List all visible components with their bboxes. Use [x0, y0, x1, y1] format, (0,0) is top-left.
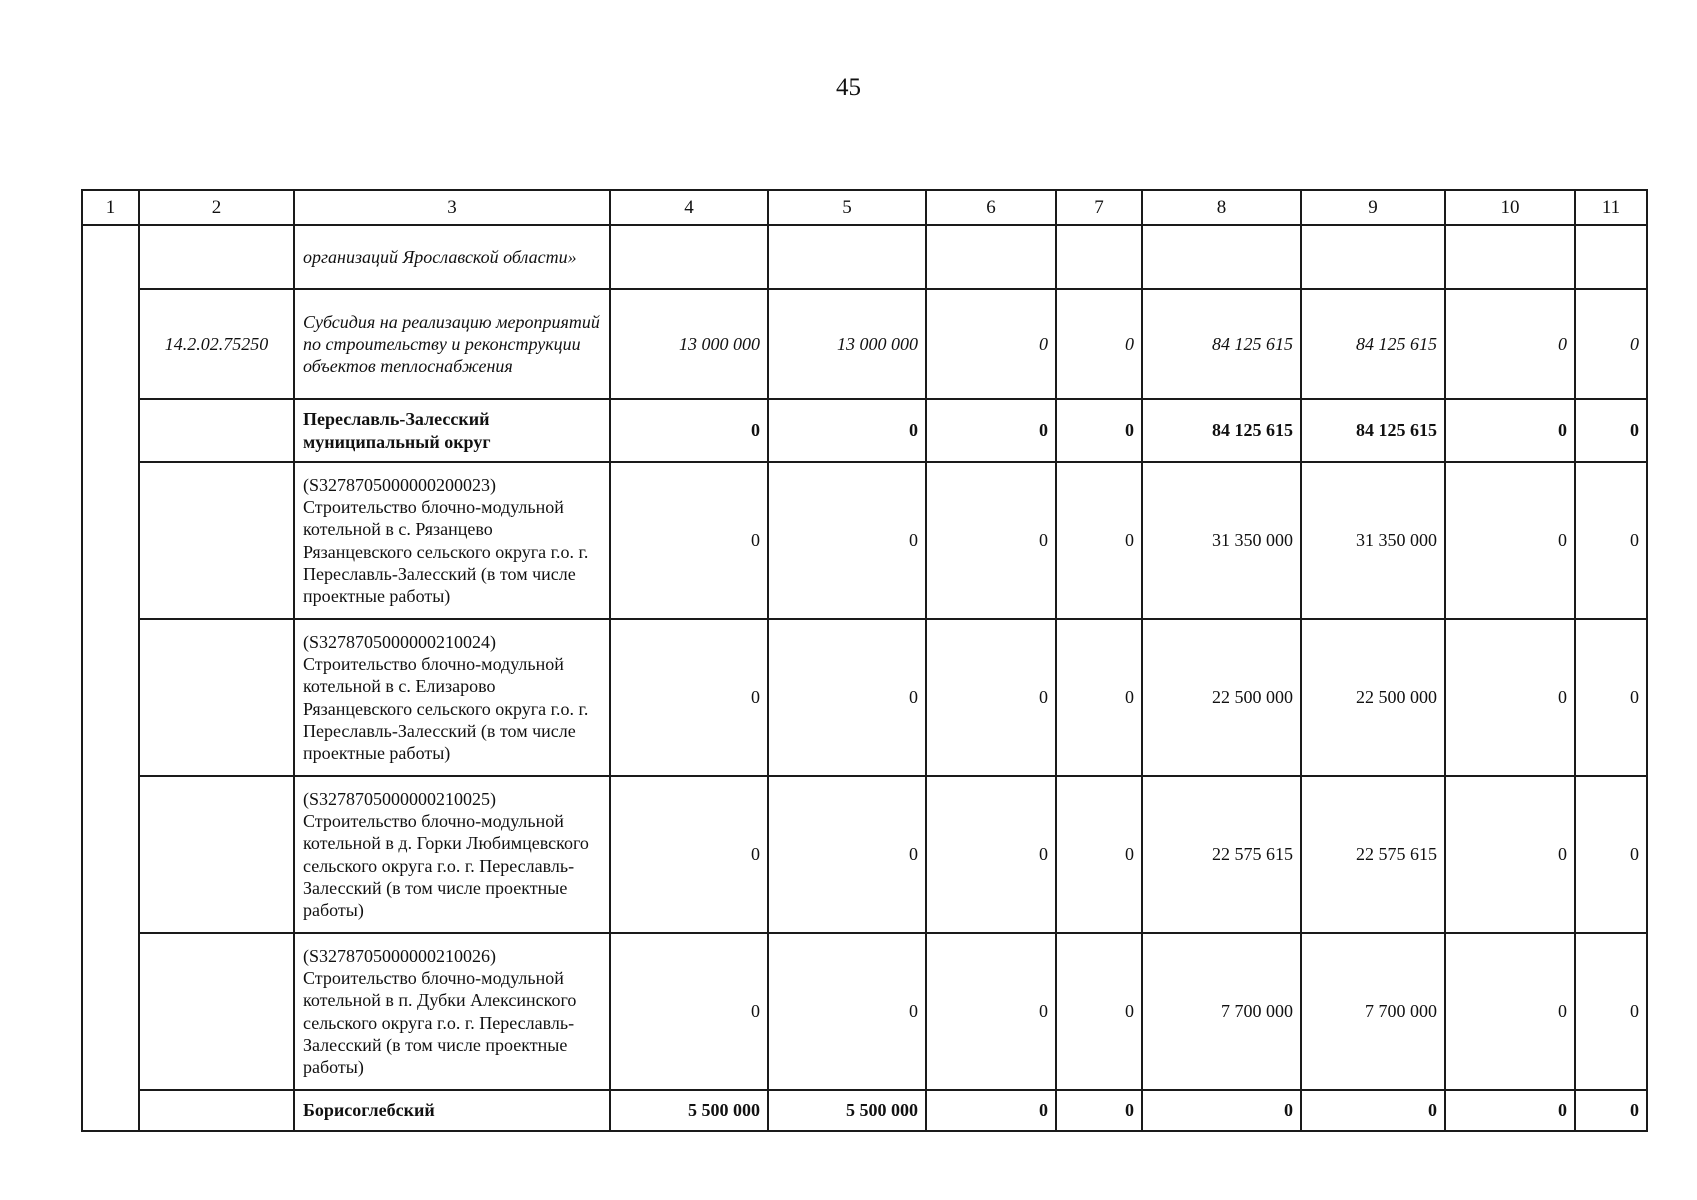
column-header: 7: [1056, 190, 1142, 225]
value-cell: 0: [926, 1090, 1056, 1131]
table-row: [82, 289, 1647, 399]
value-cell: 7 700 000: [1142, 933, 1301, 1090]
value-cell: 22 575 615: [1142, 776, 1301, 933]
value-cell: 0: [1056, 619, 1142, 776]
value-cell: 0: [768, 619, 926, 776]
value-cell: 0: [768, 399, 926, 462]
value-cell: 0: [768, 776, 926, 933]
value-cell: 0: [1575, 399, 1647, 462]
code-cell: [139, 933, 294, 1090]
code-cell: [139, 399, 294, 462]
value-cell: 0: [1445, 289, 1575, 399]
value-cell: [926, 225, 1056, 289]
page-number: 45: [836, 74, 861, 101]
description-cell: (S3278705000000210024) Строительство блочно-модульной котельной в с. Елизарово Рязанцевского сельского округа г.о. г. Переславль-Залесский (в том числе проектные работы): [294, 619, 610, 776]
value-cell: 0: [1301, 1090, 1445, 1131]
value-cell: 22 500 000: [1301, 619, 1445, 776]
table-row: [82, 399, 1647, 462]
value-cell: 0: [1445, 776, 1575, 933]
value-cell: [1575, 225, 1647, 289]
budget-table: [81, 189, 1648, 1132]
table-row: [82, 619, 1647, 776]
code-cell: [139, 619, 294, 776]
value-cell: 0: [768, 462, 926, 619]
description-cell: Борисоглебский: [294, 1090, 610, 1131]
value-cell: 13 000 000: [768, 289, 926, 399]
description-cell: Субсидия на реализацию мероприятий по строительству и реконструкции объектов теплоснабжения: [294, 289, 610, 399]
header-row: [82, 190, 1647, 225]
value-cell: 0: [610, 462, 768, 619]
value-cell: 0: [926, 776, 1056, 933]
value-cell: 22 500 000: [1142, 619, 1301, 776]
value-cell: 0: [768, 933, 926, 1090]
code-cell: [139, 462, 294, 619]
description-cell: (S3278705000000210026) Строительство блочно-модульной котельной в п. Дубки Алексинского сельского округа г.о. г. Переславль-Залесский (в том числе проектные работы): [294, 933, 610, 1090]
value-cell: 0: [1445, 1090, 1575, 1131]
table-row: [82, 1090, 1647, 1131]
value-cell: 0: [1575, 776, 1647, 933]
column-header: 2: [139, 190, 294, 225]
value-cell: [1445, 225, 1575, 289]
table-row: [82, 933, 1647, 1090]
value-cell: 13 000 000: [610, 289, 768, 399]
value-cell: 0: [1575, 1090, 1647, 1131]
value-cell: [1301, 225, 1445, 289]
code-cell: [139, 225, 294, 289]
code-cell: [139, 1090, 294, 1131]
value-cell: 5 500 000: [610, 1090, 768, 1131]
value-cell: 0: [1575, 933, 1647, 1090]
column-header: 8: [1142, 190, 1301, 225]
value-cell: [1056, 225, 1142, 289]
table-row: [82, 225, 1647, 289]
description-cell: (S3278705000000210025) Строительство блочно-модульной котельной в д. Горки Любимцевского сельского округа г.о. г. Переславль-Залесский (в том числе проектные работы): [294, 776, 610, 933]
value-cell: 0: [1445, 399, 1575, 462]
column-header: 6: [926, 190, 1056, 225]
value-cell: 84 125 615: [1142, 289, 1301, 399]
value-cell: 0: [1056, 399, 1142, 462]
value-cell: 31 350 000: [1142, 462, 1301, 619]
value-cell: 0: [926, 619, 1056, 776]
value-cell: 0: [1575, 289, 1647, 399]
description-cell: Переславль-Залесский муниципальный округ: [294, 399, 610, 462]
value-cell: 0: [1575, 462, 1647, 619]
value-cell: 5 500 000: [768, 1090, 926, 1131]
description-cell: организаций Ярославской области»: [294, 225, 610, 289]
value-cell: 0: [1575, 619, 1647, 776]
column-header: 5: [768, 190, 926, 225]
value-cell: 0: [926, 399, 1056, 462]
value-cell: 0: [1445, 619, 1575, 776]
value-cell: 0: [1056, 289, 1142, 399]
value-cell: [1142, 225, 1301, 289]
value-cell: 22 575 615: [1301, 776, 1445, 933]
value-cell: [768, 225, 926, 289]
column-header: 1: [82, 190, 139, 225]
value-cell: 0: [1056, 1090, 1142, 1131]
table-row: [82, 776, 1647, 933]
column-header: 10: [1445, 190, 1575, 225]
column-header: 9: [1301, 190, 1445, 225]
value-cell: [610, 225, 768, 289]
value-cell: 0: [1142, 1090, 1301, 1131]
column-header: 4: [610, 190, 768, 225]
merged-first-column-cell: [82, 225, 139, 1131]
code-cell: [139, 776, 294, 933]
value-cell: 0: [926, 462, 1056, 619]
table-row: [82, 462, 1647, 619]
value-cell: 0: [1445, 462, 1575, 619]
code-cell: 14.2.02.75250: [139, 289, 294, 399]
value-cell: 0: [610, 399, 768, 462]
value-cell: 0: [610, 776, 768, 933]
value-cell: 7 700 000: [1301, 933, 1445, 1090]
value-cell: 0: [926, 289, 1056, 399]
value-cell: 84 125 615: [1142, 399, 1301, 462]
column-header: 3: [294, 190, 610, 225]
value-cell: 31 350 000: [1301, 462, 1445, 619]
value-cell: 84 125 615: [1301, 289, 1445, 399]
value-cell: 0: [1056, 933, 1142, 1090]
value-cell: 0: [1056, 462, 1142, 619]
value-cell: 84 125 615: [1301, 399, 1445, 462]
value-cell: 0: [926, 933, 1056, 1090]
value-cell: 0: [610, 933, 768, 1090]
value-cell: 0: [1445, 933, 1575, 1090]
description-cell: (S3278705000000200023) Строительство блочно-модульной котельной в с. Рязанцево Рязанцевского сельского округа г.о. г. Переславль-Залесский (в том числе проектные работы): [294, 462, 610, 619]
value-cell: 0: [610, 619, 768, 776]
column-header: 11: [1575, 190, 1647, 225]
value-cell: 0: [1056, 776, 1142, 933]
